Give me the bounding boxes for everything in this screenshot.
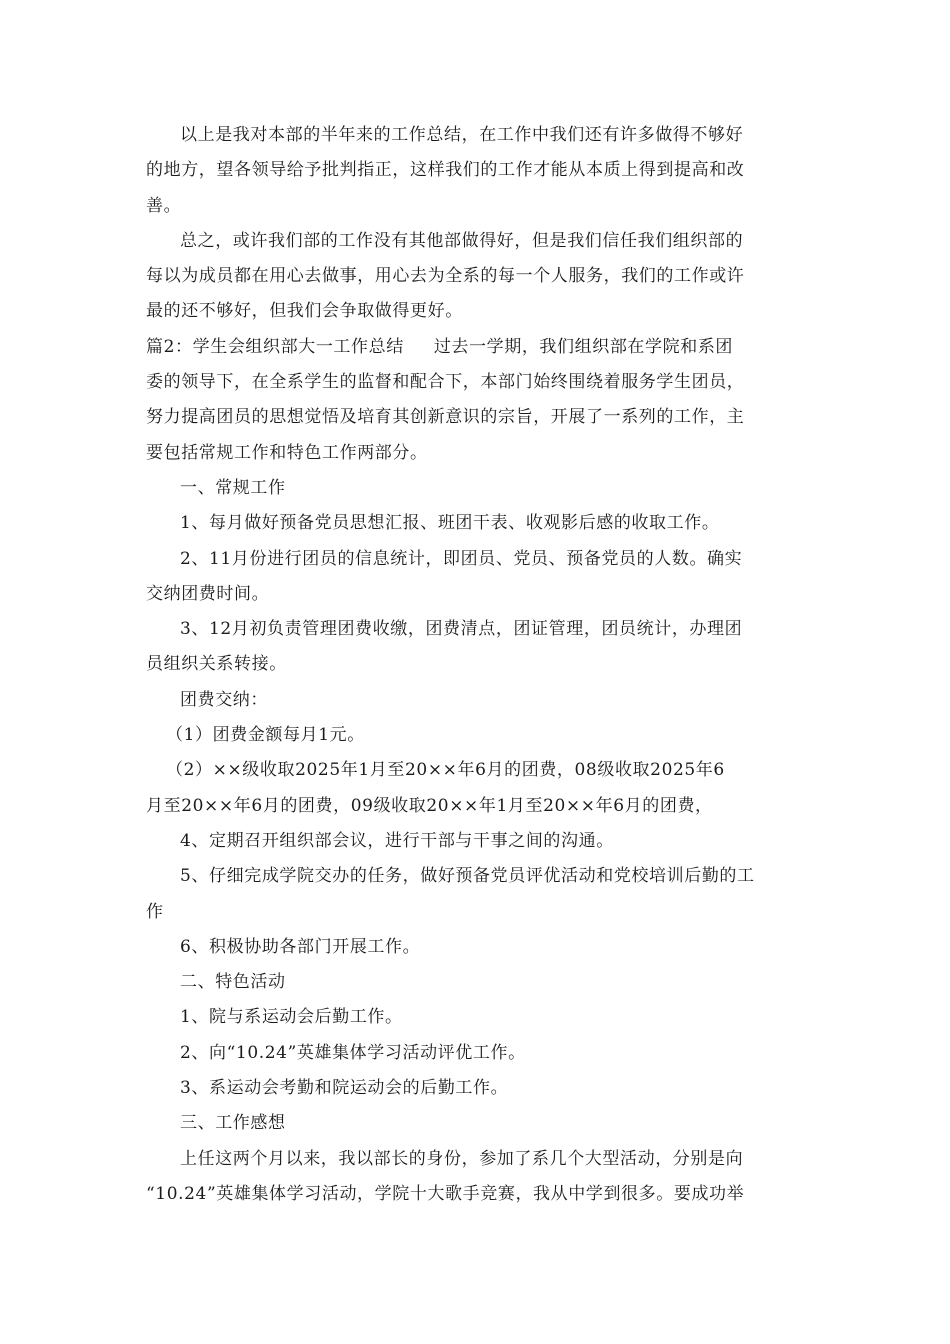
text-line: 4、定期召开组织部会议，进行干部与干事之间的沟通。	[180, 830, 614, 851]
list-item	[146, 718, 810, 753]
text-line: 员组织关系转接。	[146, 654, 287, 675]
text-line: 的地方，望各领导给予批判指正，这样我们的工作才能从本质上得到提高和改	[146, 160, 745, 181]
text-line: 每以为成员都在用心去做事，用心去为全系的每一个人服务，我们的工作或许	[146, 266, 745, 287]
subheading-fees	[146, 683, 810, 718]
text-line: 总之，或许我们部的工作没有其他部做得好，但是我们信任我们组织部的	[180, 230, 744, 251]
text-line: 月至20××年6月的团费，09级收取20××年1月至20××年6月的团费，	[146, 795, 713, 816]
section-heading-reflections	[146, 1106, 810, 1141]
list-item	[146, 824, 810, 859]
text-line: 二、特色活动	[180, 972, 286, 993]
paragraph-conclusion	[146, 224, 810, 330]
list-item	[146, 542, 810, 613]
text-line: 6、积极协助各部门开展工作。	[180, 936, 421, 957]
text-line: 交纳团费时间。	[146, 583, 270, 604]
text-line: 最的还不够好，但我们会争取做得更好。	[146, 301, 463, 322]
section-heading-featured	[146, 965, 810, 1000]
chapter-first-line	[146, 330, 810, 365]
text-line: 以上是我对本部的半年来的工作总结，在工作中我们还有许多做得不够好	[180, 125, 744, 145]
text-line: 努力提高团员的思想觉悟及培育其创新意识的宗旨，开展了一系列的工作，主	[146, 407, 745, 428]
paragraph-summary	[146, 118, 810, 224]
text-line: 善。	[146, 195, 182, 216]
text-line: 1、每月做好预备党员思想汇报、班团干表、收观影后感的收取工作。	[180, 513, 720, 534]
list-item	[146, 506, 810, 541]
text-line: 三、工作感想	[180, 1113, 286, 1134]
text-line: 作	[146, 901, 164, 922]
text-line: 委的领导下，在全系学生的监督和配合下，本部门始终围绕着服务学生团员，	[146, 372, 745, 393]
text-line: 上任这两个月以来，我以部长的身份，参加了系几个大型活动，分别是向	[180, 1148, 744, 1169]
chapter-title: 篇2：学生会组织部大一工作总结	[146, 336, 404, 357]
text-line: 过去一学期，我们组织部在学院和系团	[433, 336, 734, 357]
text-line: 5、仔细完成学院交办的任务，做好预备党员评优活动和党校培训后勤的工	[180, 866, 755, 887]
text-line: 团费交纳：	[180, 689, 268, 710]
list-item	[146, 612, 810, 683]
text-line: （2）××级收取2025年1月至20××年6月的团费，08级收取2025年6	[166, 760, 725, 781]
list-item	[146, 753, 810, 824]
text-line: （1）团费金额每月1元。	[166, 725, 365, 746]
list-item	[146, 1036, 810, 1071]
section-heading-routine	[146, 471, 810, 506]
text-line: 2、向“10.24”英雄集体学习活动评优工作。	[180, 1042, 526, 1063]
list-item	[146, 1000, 810, 1035]
list-item	[146, 859, 810, 930]
text-line: “10.24”英雄集体学习活动，学院十大歌手竞赛，我从中学到很多。要成功举	[146, 1183, 745, 1204]
text-line: 1、院与系运动会后勤工作。	[180, 1007, 403, 1028]
text-line: 一、常规工作	[180, 477, 286, 498]
list-item	[146, 1071, 810, 1106]
list-item	[146, 930, 810, 965]
text-line: 要包括常规工作和特色工作两部分。	[146, 442, 428, 463]
text-line: 3、系运动会考勤和院运动会的后勤工作。	[180, 1078, 509, 1099]
paragraph-reflection	[146, 1142, 810, 1213]
chapter-intro	[146, 330, 810, 471]
document-body	[146, 118, 810, 1212]
text-line: 2、11月份进行团员的信息统计，即团员、党员、预备党员的人数。确实	[180, 548, 743, 569]
text-line: 3、12月初负责管理团费收缴，团费清点，团证管理，团员统计，办理团	[180, 619, 743, 640]
